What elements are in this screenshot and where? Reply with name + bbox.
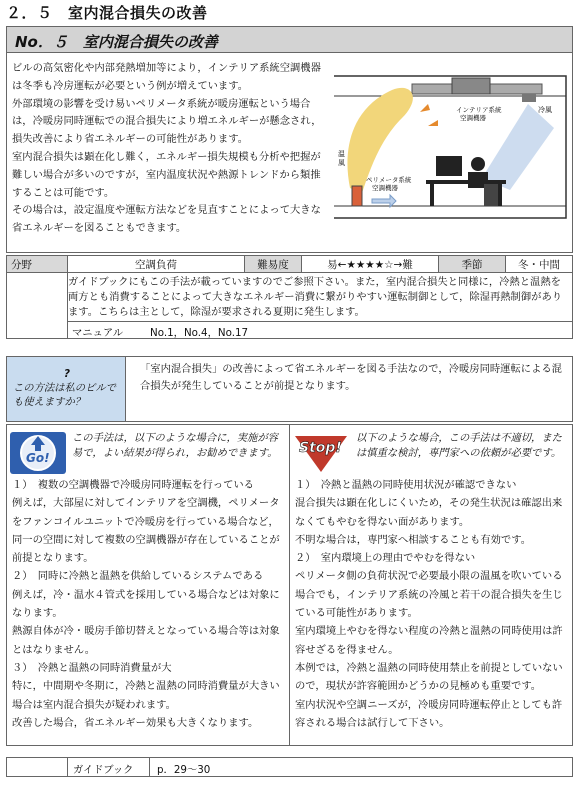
- intro-text: [12, 60, 328, 238]
- intro-paragraph: 外部環境の影響を受け易いペリメータ系統が暖房運転という場合は，冷暖房同時運転での混合損失により増エネルギーが懸念され，損失改善により省エネルギーの可能性があります。: [12, 97, 322, 146]
- go-heading: この手法は，以下のような場合に，実施が容易で，よい結果が得られ，お勧めできます。: [72, 432, 278, 459]
- answer-text: 「室内混合損失」の改善によって省エネルギーを図る手法なので，冷暖房同時運転による混合損失が発生していることが前提となります。: [140, 363, 562, 392]
- interior-ac-unit: [452, 78, 490, 94]
- go-icon: [10, 432, 66, 474]
- desk: [426, 180, 506, 184]
- footer: [6, 757, 573, 777]
- arrow-icon: [420, 104, 430, 112]
- guidebook-pages: p．29～30: [157, 764, 211, 776]
- stop-item-text: 混合損失は顕在化しにくいため，その発生状況は確認出来なくてもやむを得ない面があります。: [295, 497, 563, 528]
- interior-label-1: インテリア系統: [456, 106, 502, 114]
- go-badge-label: Go!: [26, 451, 50, 465]
- manual-row: [68, 321, 572, 339]
- field-label: 分野: [7, 256, 68, 273]
- person-head: [471, 157, 485, 171]
- stop-icon: [291, 432, 351, 474]
- return-arrow-icon: [372, 195, 396, 207]
- intro-paragraph: その場合は，設定温度や運転方法などを見直すことによって大きな省エネルギーを図ることもできます。: [12, 204, 321, 235]
- ceiling-diffuser: [522, 94, 536, 102]
- manual-value: No.1，No.4，No.17: [150, 327, 249, 339]
- stop-item-text: 室内環境上やむを得ない程度の冷熱と温熱の同時使用は許容せざるを得ません。: [295, 625, 563, 656]
- perimeter-ac-unit: [352, 186, 362, 206]
- stop-badge: [291, 432, 351, 474]
- go-item-text: 特に，中間期や冬期に，冷熱と温熱の同時消費量が大きい場合は室内混合損失が疑われます。: [12, 680, 280, 711]
- stop-closing: 室内状況や空調ニーズが，冷暖房同時運転停止としても許容される場合は試行して下さい。: [295, 698, 563, 729]
- interior-label-2: 空調機器: [460, 114, 486, 122]
- go-item-title: １） 複数の空調機器で冷暖房同時運転を行っている: [12, 479, 254, 491]
- guidebook-label: ガイドブック: [73, 764, 134, 776]
- attribute-table: [6, 255, 573, 273]
- perimeter-label-2: 空調機器: [372, 184, 398, 192]
- go-item-text: 熱源自体が冷・暖房手節切替えとなっている場合等は対象とはなりません。: [12, 625, 280, 656]
- page-title: No．５ 室内混合損失の改善: [6, 26, 573, 53]
- go-item-title: ３） 冷熱と温熱の同時消費量が大: [12, 661, 172, 674]
- season-label: 季節: [439, 256, 506, 273]
- cold-air-label: 冷風: [538, 106, 552, 114]
- field-value: 空調負荷: [68, 256, 245, 273]
- warm-air-label-1: 温: [338, 150, 345, 158]
- stop-item-text: 不明な場合は，専門家へ相談することも有効です。: [295, 533, 532, 546]
- stop-badge-label: Stop!: [299, 440, 342, 456]
- stop-item-text: 本例では，冷熱と温熱の同時使用禁止を前提としていないので，現状が許容範囲かどうかの見極めも重要です。: [295, 661, 563, 693]
- go-item-text: 例えば，冷・温水４管式を採用している場合などは対象になります。: [12, 588, 280, 620]
- room-illustration: [332, 68, 568, 228]
- intro-paragraph: 室内混合損失は顕在化し難く，エネルギー損失規模も分析や把握が難しい場合が多いのですが，室内温度状況や熱源トレンドから類推することは可能です。: [12, 150, 321, 199]
- difficulty-label: 難易度: [245, 256, 302, 273]
- difficulty-value: 易←★★★★☆→難: [302, 256, 439, 273]
- monitor: [436, 156, 462, 176]
- season-value: 冬・中間: [506, 256, 573, 273]
- section-title: ２．５ 室内混合損失の改善: [6, 4, 208, 22]
- go-item-text: 改善した場合，省エネルギー効果も大きくなります。: [12, 716, 259, 729]
- question-box: [6, 356, 126, 422]
- intro-paragraph: ビルの高気密化や内部発熱増加等により，インテリア系統空調機器は冬季も冷房運転が必要という例が増えています。: [12, 62, 321, 92]
- stop-heading: 以下のような場合，この手法は不適切，または慎重な検討，専門家への依頼が必要です。: [356, 432, 562, 459]
- go-item-text: 例えば，大部屋に対してインテリアを空調機，ペリメータをファンコイルユニットで冷暖房を行っている場合など，同一の空間に対して複数の空調機器が存在していることが前提となります。: [12, 497, 280, 565]
- guide-text: ガイドブックにもこの手法が載っていますのでご参照下さい。また，室内混合損失と同様に，冷熱と温熱を両方とも消費することによって大きなエネルギー消費に繋がりやすい運転制御として，除湿再熱制御があります。こちらは主として，除湿が要求される夏期に発生します。: [68, 276, 563, 318]
- perimeter-label-1: ペリメータ系統: [366, 176, 412, 184]
- cold-air-flow: [482, 104, 554, 190]
- desk-leg: [498, 184, 502, 206]
- chair: [484, 184, 498, 206]
- warm-air-label-2: 風: [338, 159, 345, 167]
- manual-label: マニュアル: [72, 327, 124, 339]
- go-item-title: ２） 同時に冷熱と温熱を供給しているシステムである: [12, 570, 264, 583]
- stop-body: [295, 476, 569, 732]
- question-text: この方法は私のビルでも使えますか？: [13, 382, 116, 408]
- desk-leg: [430, 184, 434, 206]
- stop-item-title: ２） 室内環境上の理由でやむを得ない: [295, 552, 476, 565]
- stop-item-title: １） 冷熱と温熱の同時使用状況が確認できない: [295, 479, 517, 491]
- arrow-icon: [428, 120, 438, 126]
- question-mark: ?: [64, 368, 70, 380]
- go-badge: [10, 432, 66, 474]
- go-body: [12, 476, 286, 732]
- stop-item-text: ペリメータ側の負荷状況で必要最小限の温風を吹いている場合でも，インテリア系統の冷風と若干の混合損失を生じている可能性があります。: [295, 570, 563, 620]
